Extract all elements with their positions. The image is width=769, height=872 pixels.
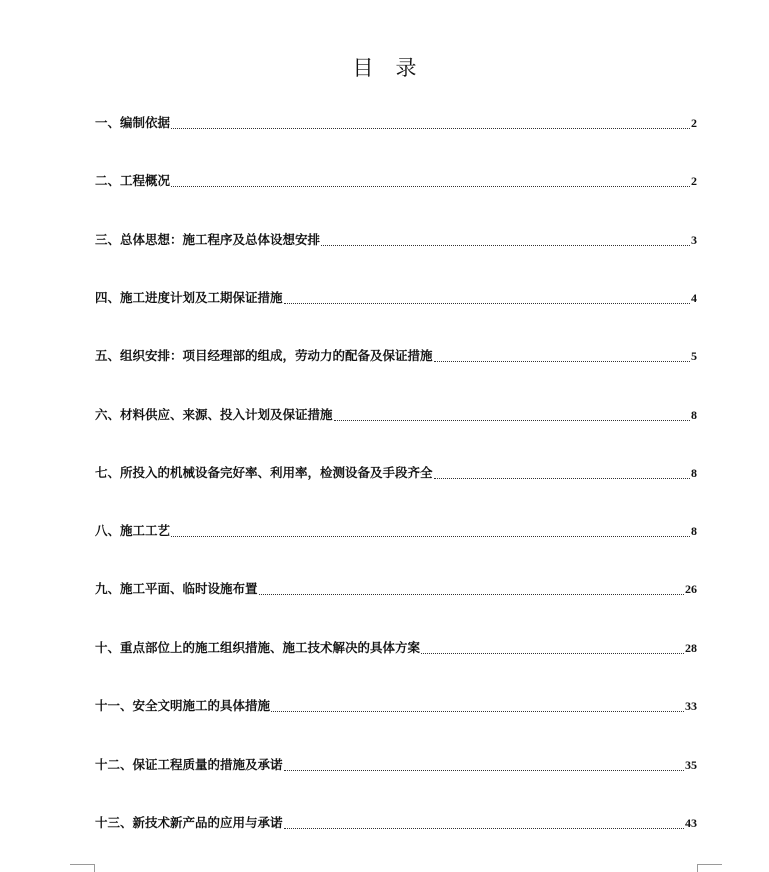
toc-dot-leader: [259, 594, 684, 595]
toc-entry-page: 8: [691, 524, 697, 538]
toc-entry-page: 35: [685, 758, 697, 772]
toc-entry[interactable]: [95, 638, 697, 660]
toc-entry[interactable]: [95, 230, 697, 252]
toc-entry-page: 43: [685, 816, 697, 830]
toc-entry[interactable]: [95, 696, 697, 718]
toc-entry-label: 十三、新技术新产品的应用与承诺: [95, 815, 283, 830]
toc-dot-leader: [334, 420, 690, 421]
toc-dot-leader: [434, 361, 690, 362]
toc-entry[interactable]: [95, 463, 697, 485]
toc-entry-page: 33: [685, 699, 697, 713]
toc-entry-label: 四、施工进度计划及工期保证措施: [95, 290, 283, 305]
toc-dot-leader: [284, 770, 684, 771]
toc-entry-label: 十二、保证工程质量的措施及承诺: [95, 757, 283, 772]
toc-dot-leader: [284, 828, 684, 829]
toc-entry[interactable]: [95, 755, 697, 777]
toc-dot-leader: [434, 478, 690, 479]
toc-entry-label: 九、施工平面、临时设施布置: [95, 581, 258, 596]
toc-entry[interactable]: [95, 171, 697, 193]
toc-entry[interactable]: [95, 813, 697, 835]
toc-entry-page: 8: [691, 466, 697, 480]
toc-entry[interactable]: [95, 521, 697, 543]
toc-dot-leader: [171, 186, 690, 187]
toc-dot-leader: [171, 128, 690, 129]
toc-entry-label: 六、材料供应、来源、投入计划及保证措施: [95, 407, 333, 422]
toc-dot-leader: [171, 536, 690, 537]
toc-dot-leader: [321, 245, 690, 246]
toc-entry-page: 28: [685, 641, 697, 655]
toc-entry-label: 一、编制依据: [95, 115, 171, 130]
toc-entry-label: 十、重点部位上的施工组织措施、施工技术解决的具体方案: [95, 640, 421, 655]
toc-entry-page: 2: [691, 116, 697, 130]
toc-entry-label: 八、施工工艺: [95, 523, 171, 538]
toc-dot-leader: [271, 711, 684, 712]
toc-entry[interactable]: [95, 288, 697, 310]
toc-entry-page: 4: [691, 291, 697, 305]
toc-dot-leader: [421, 653, 684, 654]
toc-entry-label: 三、总体思想：施工程序及总体设想安排: [95, 232, 321, 247]
toc-entry[interactable]: [95, 405, 697, 427]
toc-entry-page: 5: [691, 349, 697, 363]
toc-entry-page: 8: [691, 408, 697, 422]
toc-entry-page: 2: [691, 174, 697, 188]
toc-entry[interactable]: [95, 579, 697, 601]
toc-entry-label: 十一、安全文明施工的具体措施: [95, 698, 271, 713]
toc-entry[interactable]: [95, 113, 697, 135]
toc-entry[interactable]: [95, 346, 697, 368]
toc-entry-label: 七、所投入的机械设备完好率、利用率，检测设备及手段齐全: [95, 465, 433, 480]
toc-entry-page: 3: [691, 233, 697, 247]
toc-dot-leader: [284, 303, 690, 304]
toc-entry-page: 26: [685, 582, 697, 596]
toc-title: 目录: [352, 56, 439, 80]
toc-entry-label: 五、组织安排：项目经理部的组成，劳动力的配备及保证措施: [95, 348, 433, 363]
toc-entry-label: 二、工程概况: [95, 173, 171, 188]
